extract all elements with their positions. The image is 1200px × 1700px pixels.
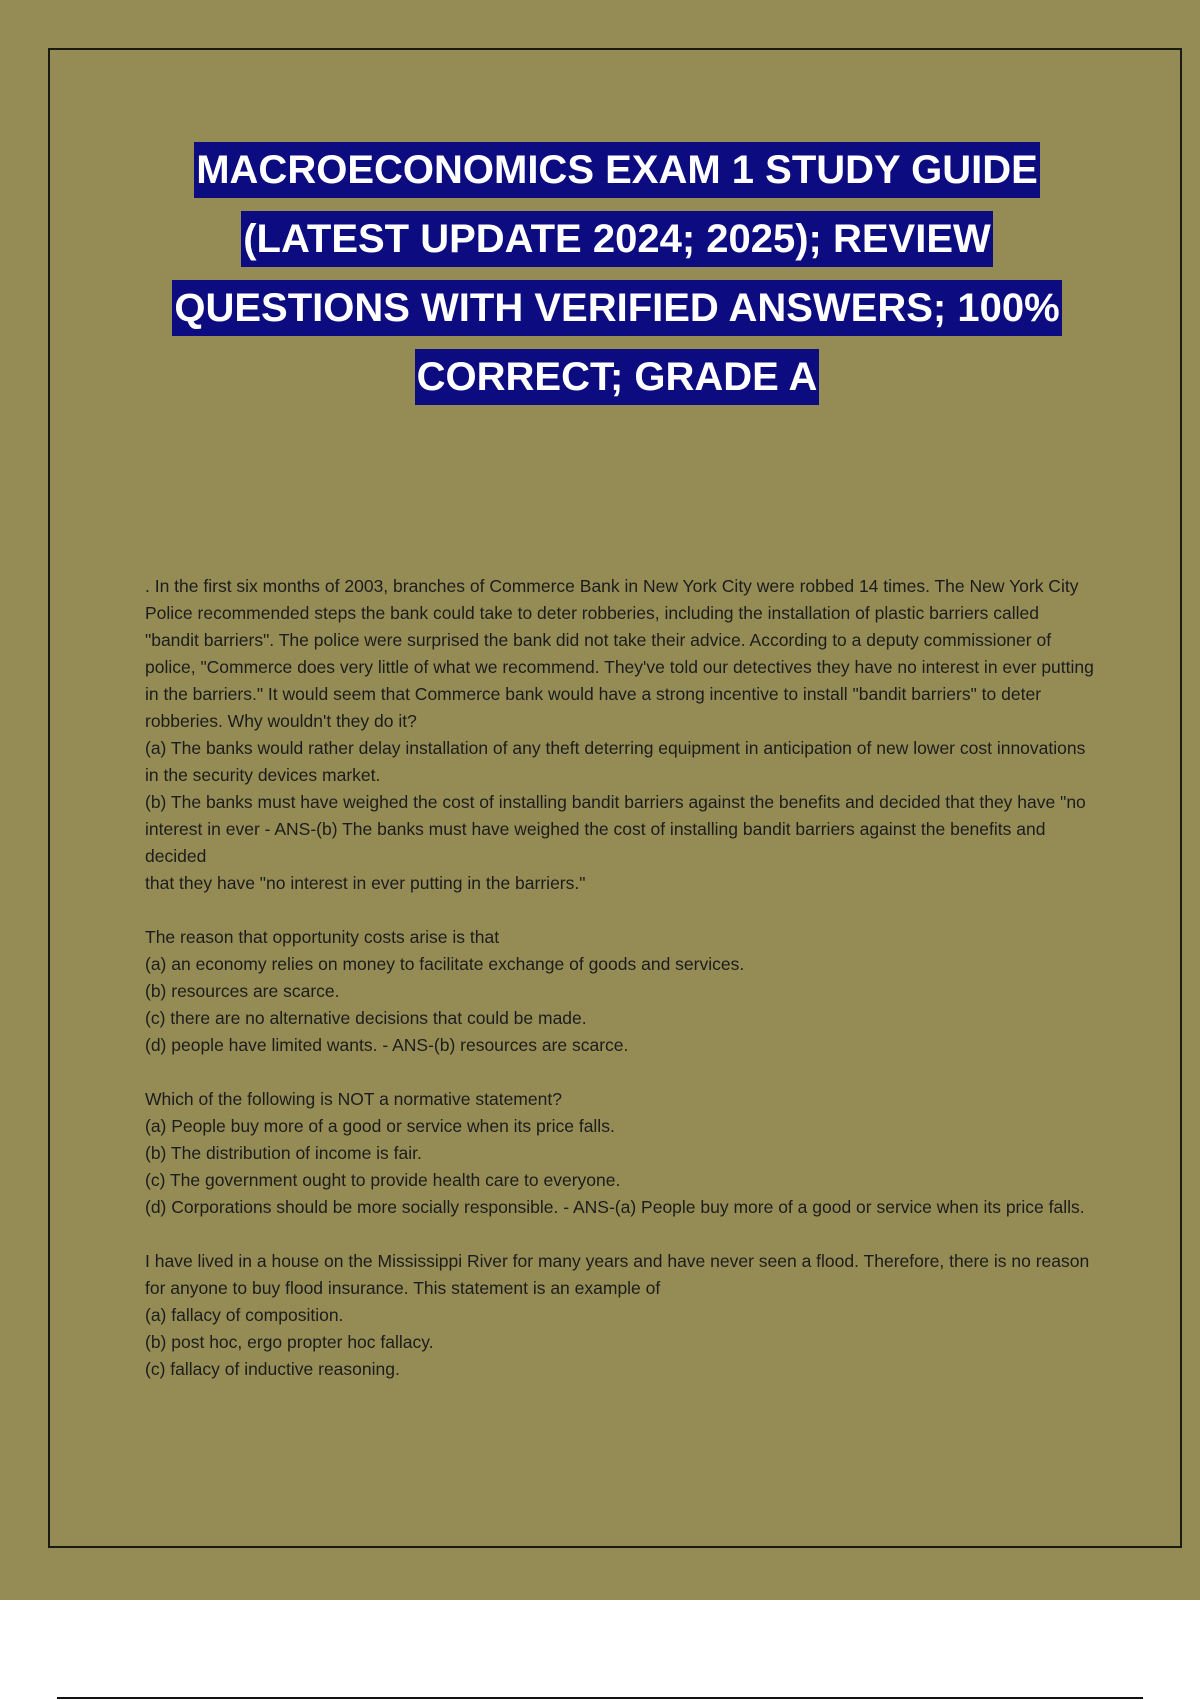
question-2-option-c: (c) there are no alternative decisions that could be made. xyxy=(145,1008,587,1028)
question-3-option-c: (c) The government ought to provide health care to everyone. xyxy=(145,1170,621,1190)
question-2-option-a: (a) an economy relies on money to facilitate exchange of goods and services. xyxy=(145,954,745,974)
question-block-1 xyxy=(145,573,1095,897)
question-1-option-a: (a) The banks would rather delay installation of any theft deterring equipment in anticipation of new lower cost innovations in the security devices market. xyxy=(145,738,1086,785)
title-line-3: QUESTIONS WITH VERIFIED ANSWERS; 100% xyxy=(172,280,1061,336)
question-block-3 xyxy=(145,1086,1095,1221)
question-2-option-d-answer: (d) people have limited wants. - ANS-(b) resources are scarce. xyxy=(145,1035,629,1055)
question-1-stem: . In the first six months of 2003, branches of Commerce Bank in New York City were robbed 14 times. The New York City Police recommended steps the bank could take to deter robberies, including the installation of plastic barriers called "bandit barriers". The police were surprised the bank did not take their advice. According to a deputy commissioner of police, "Commerce does very little of what we recommend. They've told our detectives they have no interest in ever putting in the barriers." It would seem that Commerce bank would have a strong incentive to install "bandit barriers" to deter robberies. Why wouldn't they do it? xyxy=(145,576,1094,731)
question-4-option-a: (a) fallacy of composition. xyxy=(145,1305,344,1325)
question-1-option-b-answer: (b) The banks must have weighed the cost of installing bandit barriers against the benefits and decided that they have "no interest in ever - ANS-(b) The banks must have weighed the cost of installing bandit barriers against the benefits and decided xyxy=(145,792,1086,866)
title-line-1: MACROECONOMICS EXAM 1 STUDY GUIDE xyxy=(194,142,1040,198)
question-4-option-b: (b) post hoc, ergo propter hoc fallacy. xyxy=(145,1332,434,1352)
title-line-2: (LATEST UPDATE 2024; 2025); REVIEW xyxy=(241,211,993,267)
question-2-stem: The reason that opportunity costs arise is that xyxy=(145,927,500,947)
title-line-4: CORRECT; GRADE A xyxy=(415,349,820,405)
question-3-option-b: (b) The distribution of income is fair. xyxy=(145,1143,422,1163)
question-4-option-c: (c) fallacy of inductive reasoning. xyxy=(145,1359,400,1379)
question-2-option-b: (b) resources are scarce. xyxy=(145,981,340,1001)
question-3-stem: Which of the following is NOT a normative statement? xyxy=(145,1089,562,1109)
question-block-4 xyxy=(145,1248,1095,1383)
question-4-stem: I have lived in a house on the Mississippi River for many years and have never seen a flood. Therefore, there is no reason for anyone to buy flood insurance. This statement is an example of xyxy=(145,1251,1090,1298)
questions-section xyxy=(145,573,1095,1410)
question-block-2 xyxy=(145,924,1095,1059)
document-title xyxy=(60,142,1174,418)
question-3-option-d-answer: (d) Corporations should be more socially responsible. - ANS-(a) People buy more of a good or service when its price falls. xyxy=(145,1197,1085,1217)
question-1-answer-continued: that they have "no interest in ever putting in the barriers." xyxy=(145,873,586,893)
question-3-option-a: (a) People buy more of a good or service when its price falls. xyxy=(145,1116,615,1136)
page-divider xyxy=(57,1697,1143,1699)
